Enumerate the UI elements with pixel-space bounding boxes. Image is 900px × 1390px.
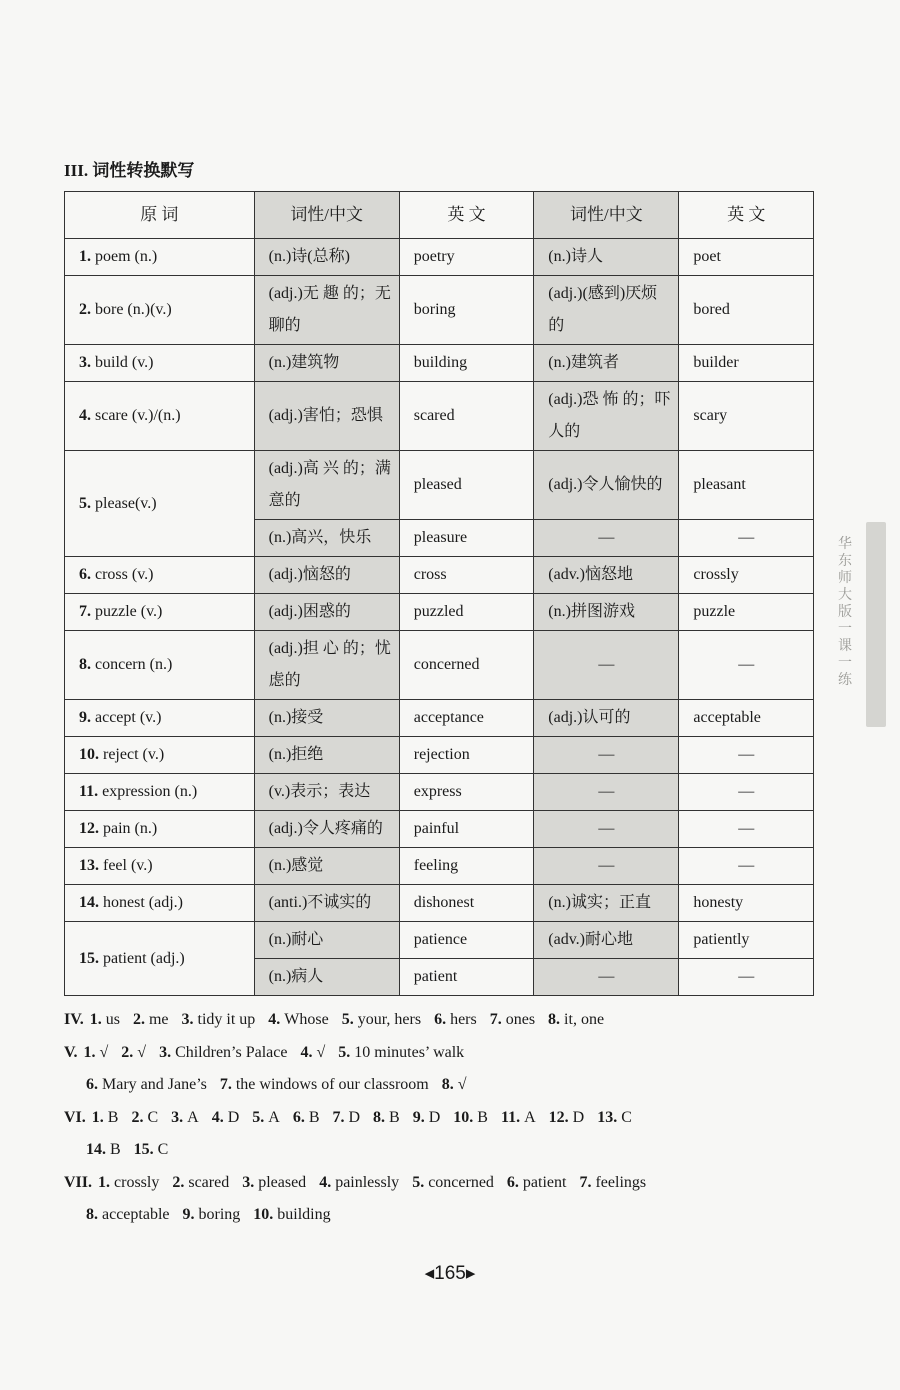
cell-english-2: — (679, 774, 814, 811)
answer-item (84, 1044, 109, 1061)
answer-item (268, 1011, 328, 1028)
table-row (65, 594, 814, 631)
answer-text: A (187, 1108, 199, 1126)
answer-text: C (621, 1108, 632, 1126)
item-number: 5. (79, 494, 91, 512)
header-original-word: 原 词 (65, 192, 255, 239)
answer-item (342, 1011, 421, 1028)
answer-number: 12. (548, 1108, 569, 1126)
answer-number: 4. (268, 1011, 281, 1028)
cell-english-2: builder (679, 345, 814, 382)
table-row (65, 239, 814, 276)
cell-pos-chinese-2: (adv.)耐心地 (534, 922, 679, 959)
cell-pos-chinese-1: (n.)拒绝 (254, 737, 399, 774)
cell-original-word (65, 848, 255, 885)
answer-item (86, 1141, 121, 1158)
item-word: reject (v.) (103, 746, 165, 763)
cell-pos-chinese-1: (n.)接受 (254, 700, 399, 737)
cell-pos-chinese-1: (adj.)令人疼痛的 (254, 811, 399, 848)
answer-text: hers (450, 1011, 477, 1028)
answer-number: 6. (506, 1173, 519, 1191)
answer-number: 8. (373, 1108, 386, 1126)
answer-text: √ (137, 1043, 147, 1061)
answer-item (242, 1174, 306, 1191)
answer-item (182, 1011, 256, 1028)
answer-text: acceptable (102, 1206, 170, 1223)
cell-pos-chinese-1: (n.)耐心 (254, 922, 399, 959)
answer-text: B (110, 1141, 121, 1158)
answer-number: 2. (131, 1108, 144, 1126)
header-pos-chinese-2: 词性/中文 (534, 192, 679, 239)
answer-item (92, 1109, 119, 1126)
cell-pos-chinese-1: (adj.)恼怒的 (254, 557, 399, 594)
item-number: 6. (79, 566, 91, 583)
answer-section-label: IV. (64, 1011, 84, 1028)
cell-english-2: scary (679, 382, 814, 451)
cell-pos-chinese-2: (n.)建筑者 (534, 345, 679, 382)
answer-item (252, 1109, 280, 1126)
cell-pos-chinese-2: — (534, 737, 679, 774)
cell-original-word (65, 922, 255, 996)
answer-item (86, 1076, 207, 1093)
cell-english-1: poetry (399, 239, 534, 276)
cell-pos-chinese-2: (n.)拼图游戏 (534, 594, 679, 631)
answer-number: 3. (242, 1173, 255, 1191)
answers-vi-line2 (64, 1134, 824, 1167)
item-word: patient (adj.) (103, 949, 185, 967)
item-number: 9. (79, 709, 91, 726)
cell-pos-chinese-2: — (534, 811, 679, 848)
answer-number: 13. (597, 1108, 618, 1126)
cell-english-1: scared (399, 382, 534, 451)
cell-original-word (65, 345, 255, 382)
cell-original-word (65, 737, 255, 774)
answer-text: building (277, 1206, 331, 1223)
answer-item (159, 1044, 287, 1061)
answer-item (501, 1109, 536, 1126)
cell-original-word (65, 700, 255, 737)
answer-number: 6. (434, 1011, 447, 1028)
answer-number: 4. (300, 1043, 313, 1061)
right-arrow-icon: ▸ (465, 1263, 476, 1284)
answer-item (300, 1044, 325, 1061)
item-number: 4. (79, 407, 91, 424)
answer-text: D (572, 1108, 585, 1126)
cell-english-1: pleased (399, 451, 534, 520)
answer-number: 7. (579, 1173, 592, 1191)
answer-number: 2. (121, 1043, 134, 1061)
answer-number: 1. (91, 1108, 104, 1126)
answer-number: 1. (98, 1173, 111, 1191)
answer-text: Mary and Jane’s (102, 1076, 207, 1093)
cell-english-1: pleasure (399, 520, 534, 557)
answer-number: 1. (83, 1043, 96, 1061)
item-number: 1. (79, 248, 91, 265)
answer-number: 3. (181, 1011, 194, 1028)
cell-english-2: pleasant (679, 451, 814, 520)
cell-pos-chinese-2: (n.)诗人 (534, 239, 679, 276)
table-row (65, 922, 814, 959)
answer-number: 11. (500, 1108, 521, 1126)
cell-english-2: — (679, 959, 814, 996)
cell-english-2: — (679, 848, 814, 885)
answer-text: D (348, 1108, 361, 1126)
answer-number: 7. (489, 1011, 502, 1028)
header-english-1: 英 文 (399, 192, 534, 239)
answer-number: 15. (133, 1141, 154, 1158)
answer-text: C (147, 1108, 159, 1126)
answer-item (490, 1011, 535, 1028)
cell-pos-chinese-2: (adj.)(感到)厌烦的 (534, 276, 679, 345)
answer-number: 1. (89, 1011, 102, 1028)
cell-original-word (65, 239, 255, 276)
answers-v-line1 (64, 1037, 824, 1070)
cell-original-word (65, 451, 255, 557)
answer-text: √ (99, 1043, 109, 1061)
page-number-text: 165 (434, 1263, 466, 1284)
cell-pos-chinese-1: (n.)诗(总称) (254, 239, 399, 276)
cell-pos-chinese-1: (v.)表示；表达 (254, 774, 399, 811)
answer-item (319, 1174, 399, 1191)
cell-pos-chinese-1: (n.)建筑物 (254, 345, 399, 382)
cell-english-2: poet (679, 239, 814, 276)
cell-english-1: boring (399, 276, 534, 345)
table-header-row (65, 192, 814, 239)
cell-pos-chinese-2: — (534, 959, 679, 996)
table-row (65, 700, 814, 737)
item-word: concern (n.) (95, 656, 173, 673)
item-word: bore (n.)(v.) (95, 301, 172, 318)
answer-number: 10. (253, 1206, 274, 1223)
answer-item (332, 1109, 360, 1126)
answer-text: patient (522, 1173, 567, 1191)
answer-number: 9. (412, 1108, 425, 1126)
answer-text: √ (316, 1043, 326, 1061)
answer-item (549, 1109, 585, 1126)
answer-text: B (308, 1108, 320, 1126)
cell-english-1: cross (399, 557, 534, 594)
cell-english-2: honesty (679, 885, 814, 922)
cell-original-word (65, 774, 255, 811)
answer-text: Whose (284, 1011, 329, 1028)
answer-number: 2. (132, 1011, 145, 1028)
answer-number: 6. (292, 1108, 305, 1126)
answer-item (548, 1011, 604, 1028)
cell-pos-chinese-2: (n.)诚实；正直 (534, 885, 679, 922)
item-number: 10. (79, 746, 99, 763)
cell-english-2: crossly (679, 557, 814, 594)
cell-pos-chinese-2: — (534, 774, 679, 811)
answer-item (212, 1109, 240, 1126)
table-row (65, 345, 814, 382)
item-number: 3. (79, 354, 91, 371)
answer-item (293, 1109, 320, 1126)
answer-item (171, 1109, 199, 1126)
answer-number: 10. (453, 1108, 474, 1126)
answer-item (131, 1109, 158, 1126)
answer-text: painlessly (335, 1173, 400, 1191)
table-row (65, 557, 814, 594)
item-word: please(v.) (95, 494, 157, 512)
side-series-label: 华东师大版一课一练 (838, 536, 852, 688)
answer-item (453, 1109, 488, 1126)
item-word: poem (n.) (95, 248, 158, 265)
answer-item (434, 1011, 477, 1028)
item-number: 11. (79, 783, 99, 800)
answer-number: 4. (319, 1173, 332, 1191)
answer-text: concerned (428, 1173, 494, 1191)
answer-number: 8. (548, 1011, 561, 1028)
item-number: 2. (79, 301, 91, 318)
answer-number: 14. (86, 1141, 106, 1158)
answer-item (579, 1174, 646, 1191)
cell-english-1: patience (399, 922, 534, 959)
table-row (65, 382, 814, 451)
answer-text: C (157, 1141, 169, 1158)
answers-v-line2 (64, 1069, 824, 1102)
answer-text: B (389, 1108, 400, 1126)
answer-item (373, 1109, 400, 1126)
answer-item (98, 1174, 159, 1191)
answer-item (172, 1174, 229, 1191)
cell-pos-chinese-1: (n.)高兴，快乐 (254, 520, 399, 557)
answer-item (183, 1206, 241, 1223)
item-word: cross (v.) (95, 566, 154, 583)
answers-vi-line1 (64, 1102, 824, 1135)
item-number: 7. (79, 603, 91, 620)
cell-english-2: — (679, 811, 814, 848)
table-row (65, 811, 814, 848)
answer-item (597, 1109, 632, 1126)
cell-english-2: — (679, 737, 814, 774)
section-title: III. 词性转换默写 (64, 161, 195, 180)
answer-item (412, 1174, 494, 1191)
cell-pos-chinese-2: — (534, 848, 679, 885)
answer-item (253, 1206, 330, 1223)
cell-english-2: — (679, 631, 814, 700)
item-number: 8. (79, 656, 91, 673)
cell-english-1: dishonest (399, 885, 534, 922)
cell-english-1: building (399, 345, 534, 382)
answers-vii-line1 (64, 1167, 824, 1200)
answer-item (507, 1174, 567, 1191)
cell-pos-chinese-1: (adj.)无 趣 的；无聊的 (254, 276, 399, 345)
answer-text: pleased (258, 1173, 307, 1191)
answer-number: 3. (171, 1108, 184, 1126)
cell-english-2: bored (679, 276, 814, 345)
answer-number: 6. (86, 1076, 98, 1093)
item-word: pain (n.) (103, 820, 158, 837)
cell-english-1: acceptance (399, 700, 534, 737)
cell-pos-chinese-2: (adj.)认可的 (534, 700, 679, 737)
item-word: scare (v.)/(n.) (95, 407, 181, 424)
answer-text: scared (188, 1173, 230, 1191)
cell-english-2: patiently (679, 922, 814, 959)
cell-pos-chinese-1: (adj.)害怕；恐惧 (254, 382, 399, 451)
answer-number: 3. (159, 1043, 172, 1061)
side-tab-marker (866, 522, 886, 727)
answer-number: 7. (332, 1108, 345, 1126)
item-word: expression (n.) (102, 783, 198, 800)
table-row (65, 631, 814, 700)
answer-text: feelings (595, 1173, 647, 1191)
item-number: 14. (79, 894, 99, 911)
cell-pos-chinese-1: (adj.)担 心 的；忧虑的 (254, 631, 399, 700)
table-row (65, 276, 814, 345)
item-number: 13. (79, 857, 99, 874)
answer-text: tidy it up (197, 1011, 256, 1028)
answer-number: 5. (341, 1011, 354, 1028)
cell-pos-chinese-2: (adv.)恼怒地 (534, 557, 679, 594)
table-row (65, 885, 814, 922)
answer-text: √ (457, 1076, 467, 1093)
table-row (65, 848, 814, 885)
answer-text: the windows of our classroom (235, 1076, 429, 1093)
cell-pos-chinese-2: — (534, 631, 679, 700)
item-number: 12. (79, 820, 99, 837)
cell-pos-chinese-1: (n.)感觉 (254, 848, 399, 885)
answer-text: Children’s Palace (175, 1043, 288, 1061)
answer-item (442, 1076, 467, 1093)
answer-text: D (428, 1108, 441, 1126)
left-arrow-icon: ◂ (424, 1263, 435, 1284)
cell-pos-chinese-2: — (534, 520, 679, 557)
header-english-2: 英 文 (679, 192, 814, 239)
answer-section-label: V. (64, 1043, 78, 1061)
cell-pos-chinese-1: (adj.)高 兴 的；满意的 (254, 451, 399, 520)
cell-english-1: puzzled (399, 594, 534, 631)
answer-section-label: VII. (64, 1173, 93, 1191)
answer-text: us (105, 1011, 120, 1028)
cell-original-word (65, 276, 255, 345)
cell-english-1: rejection (399, 737, 534, 774)
answer-text: A (268, 1108, 280, 1126)
cell-english-2: puzzle (679, 594, 814, 631)
cell-english-1: feeling (399, 848, 534, 885)
item-word: accept (v.) (95, 709, 162, 726)
answer-number: 7. (219, 1076, 232, 1093)
answers-iv (64, 1004, 824, 1037)
answer-number: 5. (338, 1043, 351, 1061)
answer-item (220, 1076, 429, 1093)
cell-pos-chinese-2: (adj.)恐 怖 的；吓人的 (534, 382, 679, 451)
cell-original-word (65, 631, 255, 700)
cell-english-1: painful (399, 811, 534, 848)
cell-original-word (65, 594, 255, 631)
answer-text: boring (198, 1206, 241, 1223)
answer-text: A (524, 1108, 536, 1126)
answer-number: 8. (441, 1076, 454, 1093)
table-row (65, 737, 814, 774)
item-word: feel (v.) (103, 857, 153, 874)
answer-item (86, 1206, 170, 1223)
header-pos-chinese-1: 词性/中文 (254, 192, 399, 239)
table-row (65, 774, 814, 811)
cell-pos-chinese-1: (adj.)困惑的 (254, 594, 399, 631)
answer-text: 10 minutes’ walk (354, 1043, 465, 1061)
cell-english-2: acceptable (679, 700, 814, 737)
answer-text: B (477, 1108, 488, 1126)
cell-pos-chinese-2: (adj.)令人愉快的 (534, 451, 679, 520)
cell-original-word (65, 811, 255, 848)
answer-section-label: VI. (64, 1108, 86, 1126)
answer-key (64, 1004, 824, 1232)
answer-item (121, 1044, 146, 1061)
item-word: build (v.) (95, 354, 154, 371)
answer-number: 9. (182, 1206, 195, 1223)
cell-english-1: concerned (399, 631, 534, 700)
item-word: honest (adj.) (103, 894, 183, 911)
word-conversion-table (64, 191, 814, 996)
answer-item (133, 1011, 169, 1028)
answer-text: me (148, 1011, 169, 1028)
cell-pos-chinese-1: (n.)病人 (254, 959, 399, 996)
answer-text: your, hers (357, 1011, 422, 1028)
cell-original-word (65, 557, 255, 594)
answer-item (90, 1011, 120, 1028)
answer-number: 2. (172, 1173, 185, 1191)
answer-text: it, one (564, 1011, 605, 1028)
answer-item (413, 1109, 441, 1126)
item-word: puzzle (v.) (95, 603, 163, 620)
answer-number: 4. (211, 1108, 224, 1126)
answer-text: ones (505, 1011, 536, 1028)
answer-item (338, 1044, 464, 1061)
item-number: 15. (79, 949, 99, 967)
answer-number: 8. (86, 1206, 98, 1223)
answer-number: 5. (252, 1108, 265, 1126)
answer-text: B (107, 1108, 119, 1126)
cell-english-1: patient (399, 959, 534, 996)
page-number (0, 1262, 900, 1285)
answer-text: crossly (114, 1173, 160, 1191)
cell-original-word (65, 885, 255, 922)
answer-number: 5. (412, 1173, 425, 1191)
answers-vii-line2 (64, 1199, 824, 1232)
cell-english-2: — (679, 520, 814, 557)
cell-english-1: express (399, 774, 534, 811)
table-row (65, 451, 814, 520)
cell-original-word (65, 382, 255, 451)
cell-pos-chinese-1: (anti.)不诚实的 (254, 885, 399, 922)
answer-text: D (227, 1108, 240, 1126)
answer-item (134, 1141, 169, 1158)
